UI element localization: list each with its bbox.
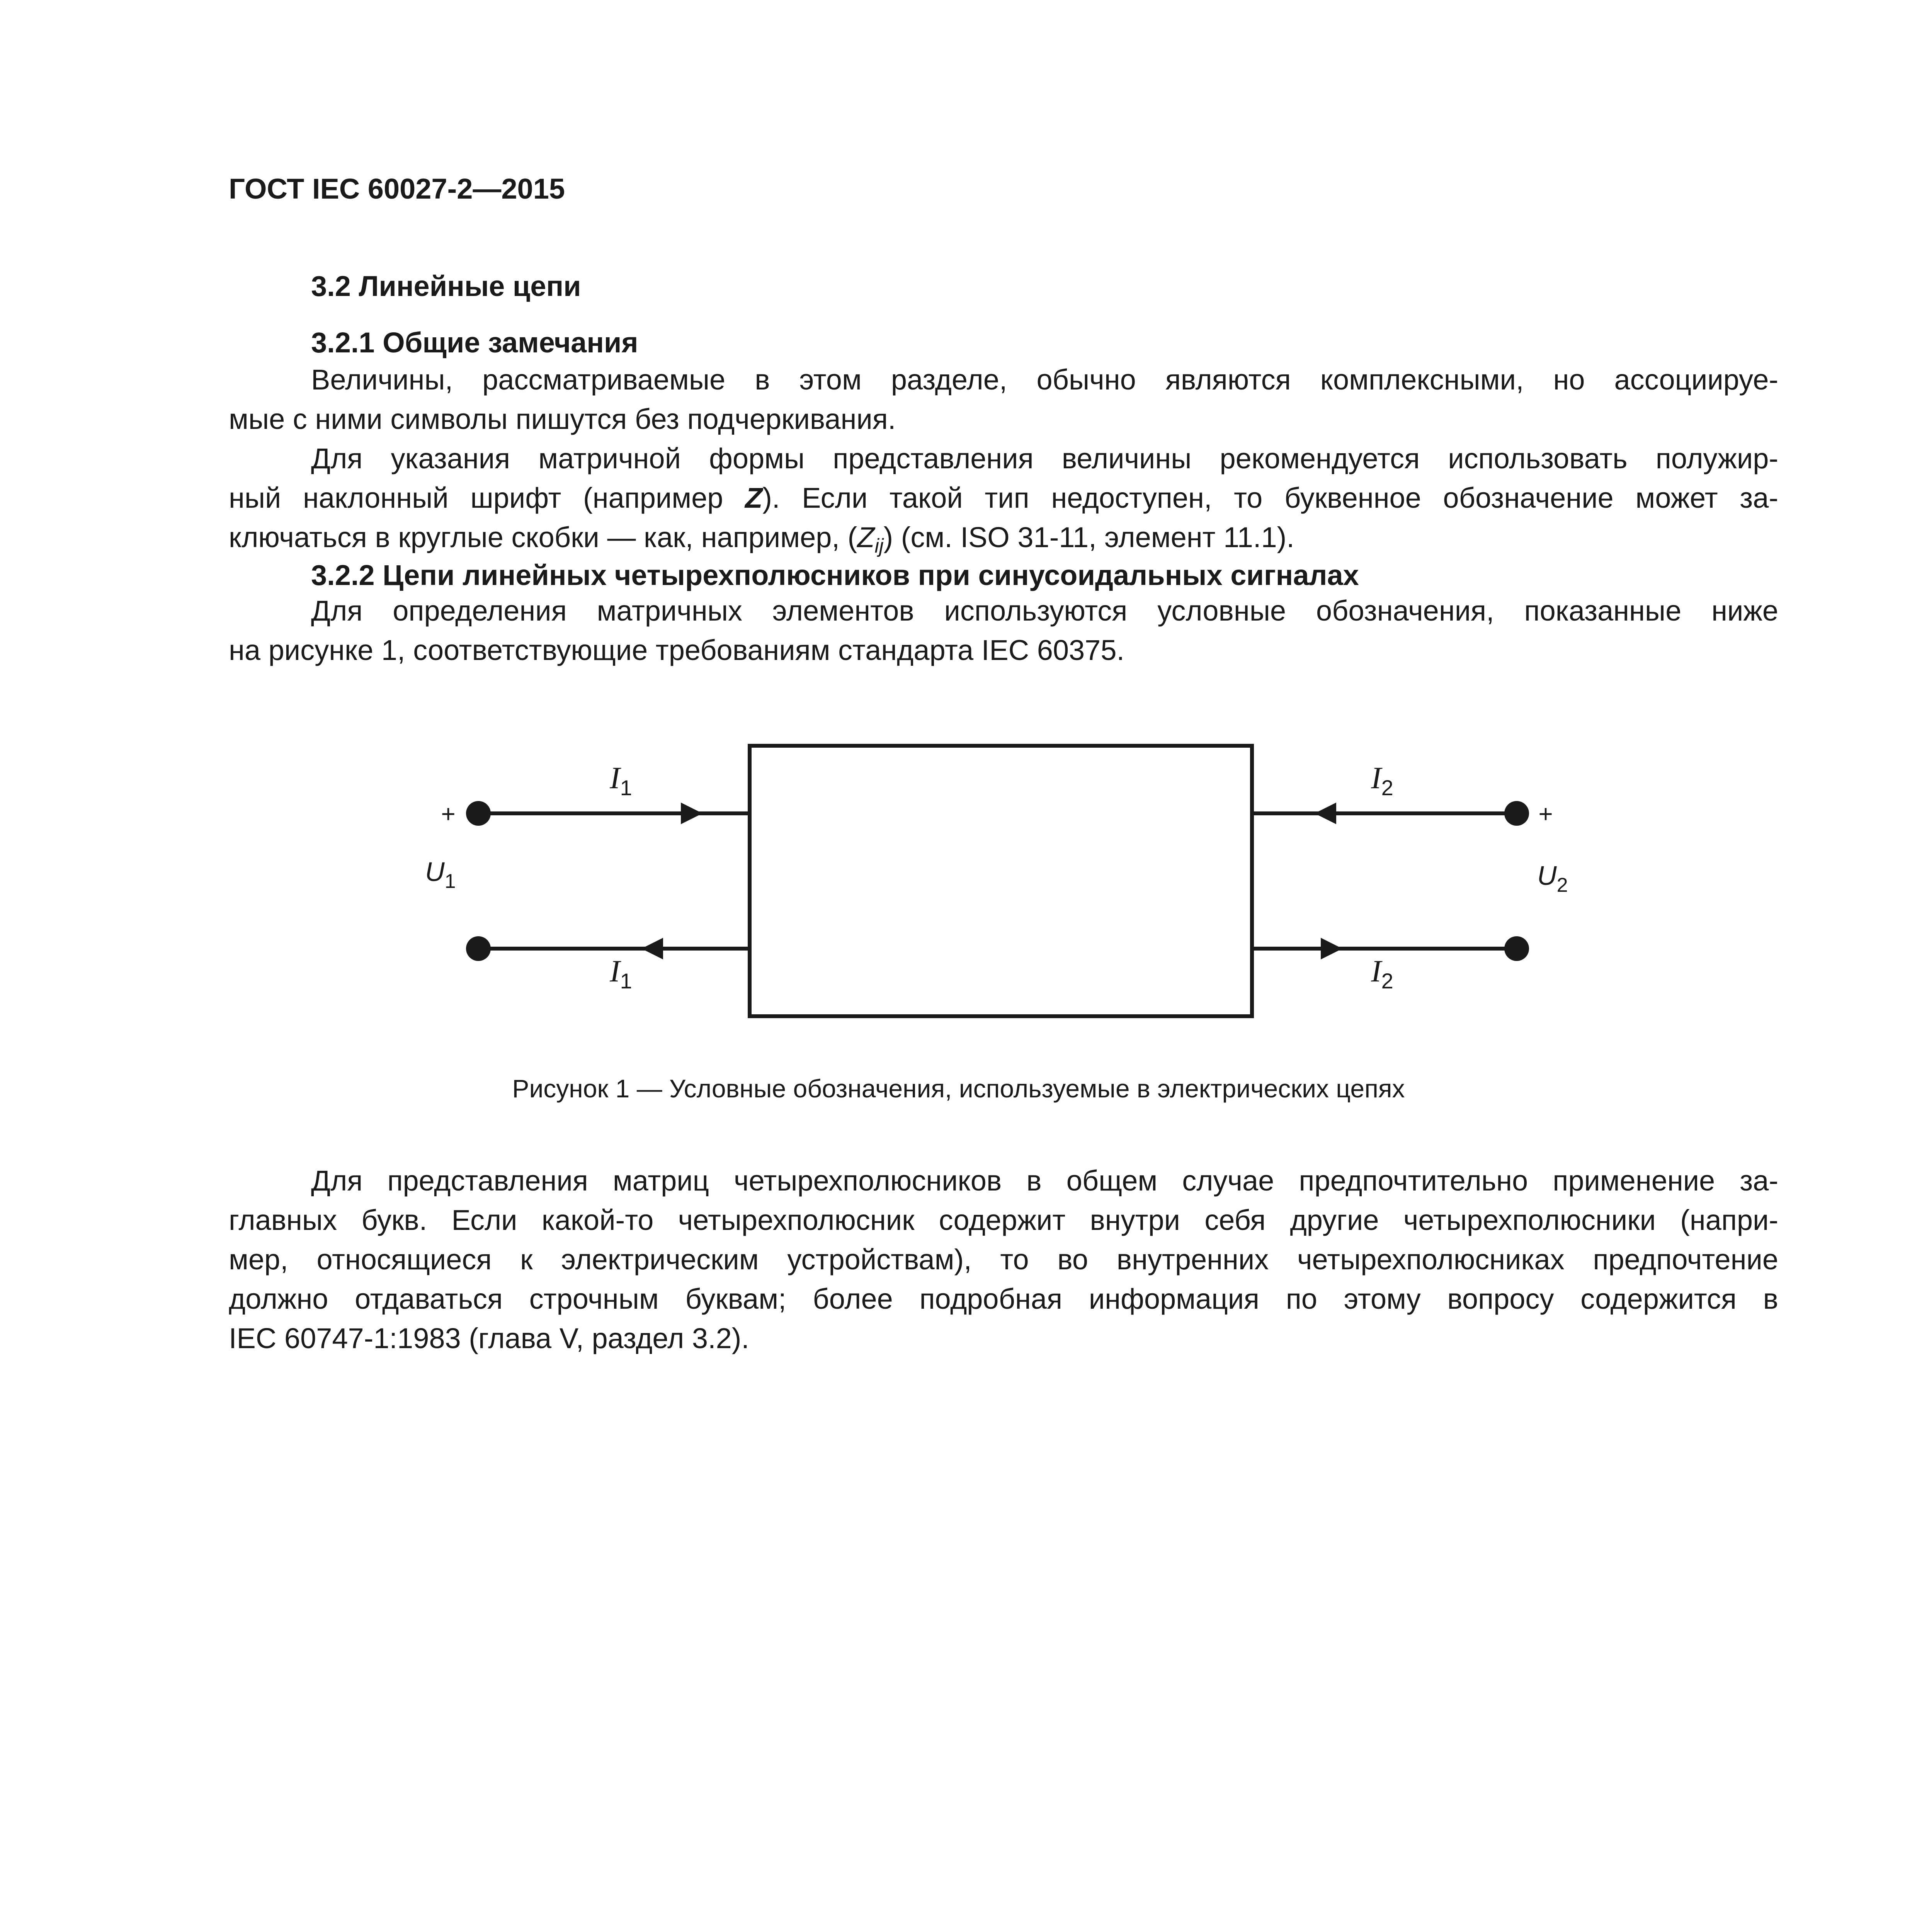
section-3-2-2-title: 3.2.2 Цепи линейных четырехполюсников при синусоидальных сигналах [311, 559, 1359, 591]
figure-caption: Рисунок 1 — Условные обозначения, используемые в электрических цепях [512, 1074, 1405, 1103]
element-symbol: Z [857, 521, 875, 553]
section-3-2-2-paragraph [229, 591, 1778, 670]
voltage-symbol: U [425, 857, 445, 887]
port1-bottom-terminal [466, 936, 491, 961]
port2-top-current-arrow [1315, 803, 1336, 824]
voltage-label-u1 [425, 857, 456, 893]
text-line: мые с ними символы пишутся без подчеркивания. [229, 403, 896, 435]
voltage-index: 1 [444, 870, 456, 893]
text-fragment: ) (см. ISO 31-11, элемент 11.1). [883, 521, 1294, 553]
text-line: Для указания матричной формы представления величины рекомендуется использовать полужир- [311, 442, 1778, 474]
text-line: Величины, рассматриваемые в этом разделе, обычно являются комплексными, но ассоциируе- [311, 364, 1778, 396]
port1-plus-sign: + [441, 800, 456, 828]
port1-top-current-arrow [681, 803, 703, 824]
current-label-i1-top [609, 761, 632, 800]
text-line: на рисунке 1, соответствующие требованиям стандарта IEC 60375. [229, 634, 1125, 666]
current-label-i2-top [1371, 761, 1393, 800]
port1-top-terminal [466, 801, 491, 826]
element-subscript: ij [874, 535, 884, 557]
text-line: мер, относящиеся к электрическим устройствам), то во внутренних четырехполюсниках предпочтение [229, 1243, 1778, 1276]
current-index: 1 [620, 969, 632, 993]
current-label-i1-bottom [609, 954, 632, 993]
current-symbol: I [1371, 954, 1381, 988]
text-line: главных букв. Если какой-то четырехполюсник содержит внутри себя другие четырехполюсники (напри- [229, 1204, 1778, 1236]
current-symbol: I [610, 954, 620, 988]
section-3-2-1-paragraph-2 [229, 439, 1778, 566]
section-3-2-title: 3.2 Линейные цепи [311, 270, 581, 302]
current-index: 2 [1381, 969, 1393, 993]
text-line: Для представления матриц четырехполюсников в общем случае предпочтительно применение за- [311, 1165, 1778, 1197]
text-line: IEC 60747-1:1983 (глава V, раздел 3.2). [229, 1322, 749, 1354]
text-line [229, 478, 1778, 518]
text-line: должно отдаваться строчным буквам; более подробная информация по этому вопросу содержится в [229, 1283, 1778, 1315]
text-fragment: ключаться в круглые скобки — как, например, ( [229, 521, 857, 553]
two-port-box [750, 746, 1252, 1016]
current-label-i2-bottom [1371, 954, 1393, 993]
section-3-2-1-paragraph-1 [229, 360, 1778, 439]
port2-bottom-terminal [1504, 936, 1529, 961]
text-fragment: ный наклонный шрифт (например [229, 482, 745, 514]
port1-bottom-current-arrow [641, 938, 663, 959]
document-header: ГОСТ IEC 60027-2—2015 [229, 173, 565, 205]
current-symbol: I [610, 761, 620, 795]
text-line: Для определения матричных элементов используются условные обозначения, показанные ниже [311, 595, 1778, 627]
port2-bottom-current-arrow [1321, 938, 1342, 959]
section-3-2-1-title: 3.2.1 Общие замечания [311, 327, 638, 359]
text-fragment: ). Если такой тип недоступен, то буквенное обозначение может за- [762, 482, 1778, 514]
port2-top-terminal [1504, 801, 1529, 826]
port2-plus-sign: + [1538, 800, 1553, 828]
matrix-symbol: Z [745, 482, 763, 514]
paragraph-after-figure [229, 1161, 1778, 1358]
current-index: 1 [620, 776, 632, 800]
text-line [229, 518, 1778, 566]
voltage-label-u2 [1537, 861, 1568, 896]
current-index: 2 [1381, 776, 1393, 800]
current-symbol: I [1371, 761, 1381, 795]
voltage-index: 2 [1556, 874, 1568, 896]
voltage-symbol: U [1537, 861, 1557, 891]
